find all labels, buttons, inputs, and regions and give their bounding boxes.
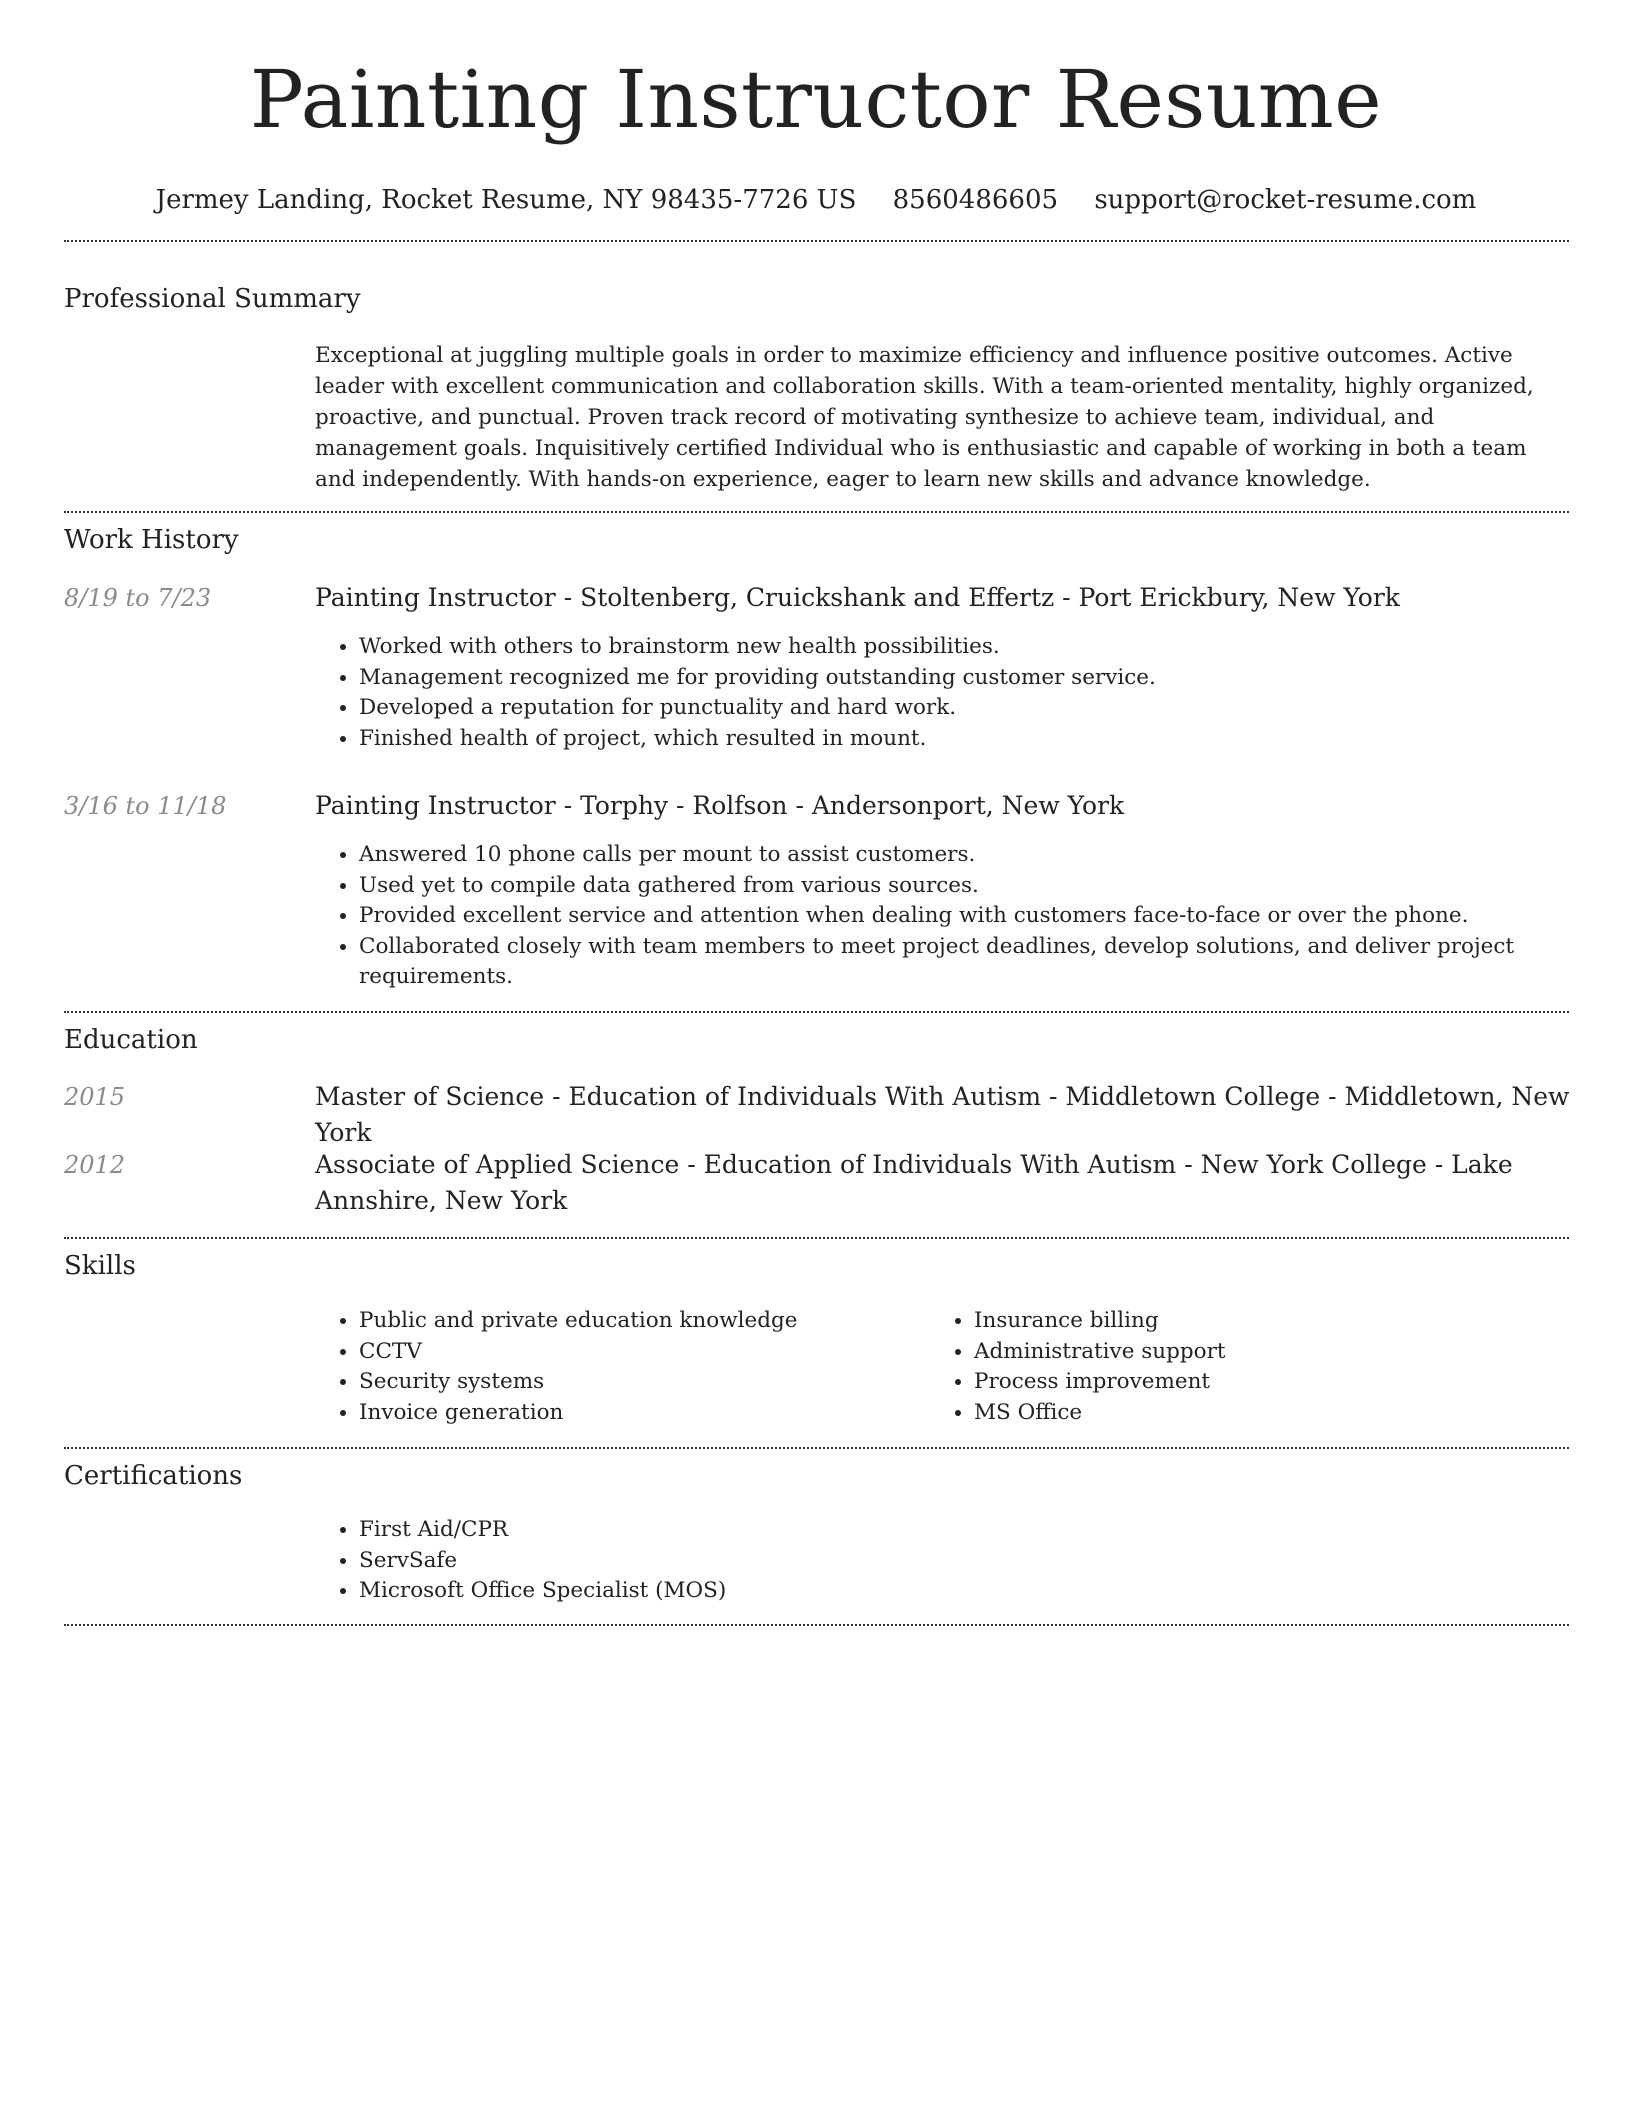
skill-item: • Administrative support (974, 1337, 1534, 1368)
job-bullet: • Developed a reputation for punctuality and hard work. (359, 693, 1569, 724)
job-dates: 8/19 to 7/23 (64, 584, 212, 612)
job-bullet-list (315, 632, 1569, 754)
education-school: - New York College - Lake Annshire, New York (315, 1150, 1513, 1215)
divider-summary (64, 511, 1569, 513)
certification-item: • First Aid/CPR (359, 1515, 1059, 1546)
contact-line (0, 184, 1632, 216)
education-school: - Middletown College - Middletown, New York (315, 1082, 1570, 1147)
education-degree: Associate of Applied Science - Education of Individuals With Autism (315, 1150, 1177, 1179)
job-title: Painting Instructor - Stoltenberg, Cruickshank and Effertz - Port Erickbury, New York (315, 583, 1400, 612)
education-entry (315, 1079, 1570, 1151)
section-title-skills: Skills (64, 1251, 136, 1281)
skill-item: • CCTV (359, 1337, 919, 1368)
divider-certifications (64, 1624, 1569, 1626)
certifications-list (315, 1515, 1059, 1607)
job-bullet: • Provided excellent service and attention when dealing with customers face-to-face or over the phone. (359, 901, 1569, 932)
skill-item: • MS Office (974, 1398, 1534, 1429)
education-year: 2015 (64, 1083, 126, 1111)
certification-item: • ServSafe (359, 1546, 1059, 1577)
job-title: Painting Instructor - Torphy - Rolfson - Andersonport, New York (315, 791, 1125, 820)
resume-title: Painting Instructor Resume (249, 53, 1383, 146)
job-bullet: • Worked with others to brainstorm new health possibilities. (359, 632, 1569, 663)
job-bullet: • Collaborated closely with team members to meet project deadlines, develop solutions, and deliver project requirements. (359, 932, 1569, 993)
divider-education (64, 1237, 1569, 1239)
skills-list-right (930, 1306, 1534, 1428)
contact-phone: 8560486605 (892, 185, 1059, 215)
education-year: 2012 (64, 1151, 126, 1179)
section-title-certifications: Certifications (64, 1461, 243, 1491)
skill-item: • Invoice generation (359, 1398, 919, 1429)
summary-text: Exceptional at juggling multiple goals in order to maximize efficiency and influence positive outcomes. Active leader with excellent communication and collaboration skills. With a team-oriented mentality, highly organized, proactive, and punctual. Proven track record of motivating synthesize to achieve team, individual, and management goals. Inquisitively certified Individual who is enthusiastic and capable of working in both a team and independently. With hands-on experience, eager to learn new skills and advance knowledge. (315, 343, 1534, 492)
education-degree: Master of Science - Education of Individuals With Autism (315, 1082, 1042, 1111)
certification-item: • Microsoft Office Specialist (MOS) (359, 1576, 1059, 1607)
divider-work (64, 1011, 1569, 1013)
contact-email: support@rocket-resume.com (1094, 185, 1477, 215)
education-entry (315, 1147, 1570, 1219)
skill-item: • Public and private education knowledge (359, 1306, 919, 1337)
section-title-work: Work History (64, 525, 239, 555)
section-title-summary: Professional Summary (64, 284, 361, 314)
skill-item: • Insurance billing (974, 1306, 1534, 1337)
section-title-education: Education (64, 1025, 198, 1055)
skill-item: • Process improvement (974, 1367, 1534, 1398)
job-bullet: • Management recognized me for providing outstanding customer service. (359, 663, 1569, 694)
contact-address: Jermey Landing, Rocket Resume, NY 98435-7726 US (155, 185, 857, 215)
divider-skills (64, 1447, 1569, 1449)
job-bullet: • Used yet to compile data gathered from various sources. (359, 871, 1569, 902)
job-dates: 3/16 to 11/18 (64, 792, 227, 820)
job-bullet: • Answered 10 phone calls per mount to assist customers. (359, 840, 1569, 871)
skills-list-left (315, 1306, 919, 1428)
skill-item: • Security systems (359, 1367, 919, 1398)
divider-header (64, 240, 1569, 242)
job-bullet: • Finished health of project, which resulted in mount. (359, 724, 1569, 755)
job-bullet-list (315, 840, 1569, 993)
